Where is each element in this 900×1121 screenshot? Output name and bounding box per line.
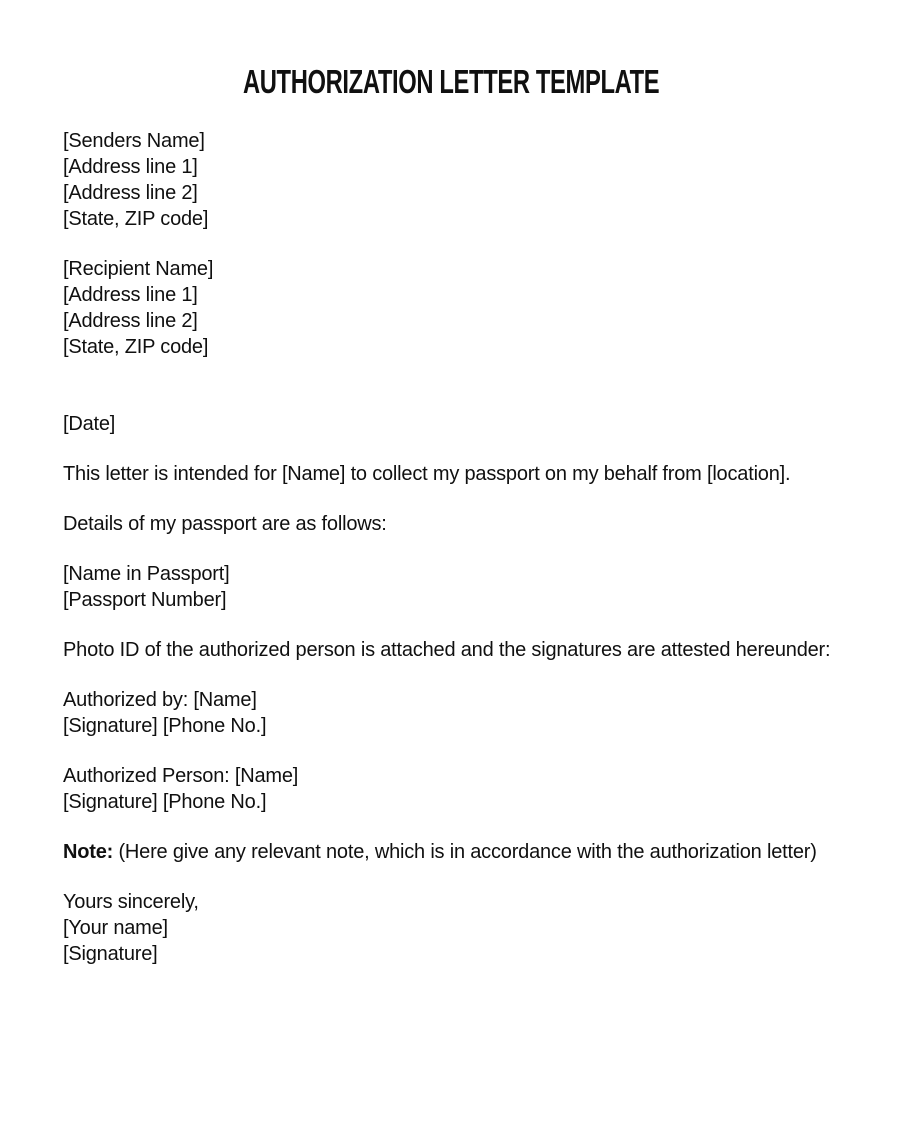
closing-signature-line: [Signature] [63,943,158,965]
date-block [63,411,840,437]
note-text: (Here give any relevant note, which is in accordance with the authorization letter) [113,841,817,863]
closing-name-line: [Your name] [63,917,168,939]
note-paragraph [63,839,840,865]
date-line: [Date] [63,413,116,435]
recipient-state-zip-line: [State, ZIP code] [63,336,209,358]
document-title [63,64,840,100]
sender-state-zip-line: [State, ZIP code] [63,208,209,230]
authorized-person-block [63,763,840,815]
intent-paragraph [63,461,840,487]
passport-name-line: [Name in Passport] [63,563,230,585]
recipient-name-line: [Recipient Name] [63,258,214,280]
authorized-person-line: Authorized Person: [Name] [63,765,299,787]
intent-line: This letter is intended for [Name] to collect my passport on my behalf from [location]. [63,463,791,485]
document-title-text: AUTHORIZATION LETTER TEMPLATE [243,63,660,100]
details-intro-paragraph [63,511,840,537]
letter-page [0,64,900,1121]
authorized-by-block [63,687,840,739]
passport-number-line: [Passport Number] [63,589,227,611]
sender-name-line: [Senders Name] [63,130,205,152]
passport-details-block [63,561,840,613]
recipient-address-line-2: [Address line 2] [63,310,198,332]
recipient-address-line-1: [Address line 1] [63,284,198,306]
sender-address-line-1: [Address line 1] [63,156,198,178]
sender-address-block [63,128,840,232]
photo-id-paragraph [63,637,840,663]
note-line [63,839,840,865]
closing-block [63,889,840,967]
recipient-address-block [63,256,840,360]
details-intro-line: Details of my passport are as follows: [63,513,387,535]
closing-salutation-line: Yours sincerely, [63,891,199,913]
authorized-by-signature-line: [Signature] [Phone No.] [63,715,267,737]
authorized-by-line: Authorized by: [Name] [63,689,257,711]
photo-id-line: Photo ID of the authorized person is attached and the signatures are attested hereunder: [63,639,831,661]
sender-address-line-2: [Address line 2] [63,182,198,204]
authorized-person-signature-line: [Signature] [Phone No.] [63,791,267,813]
note-label: Note: [63,841,114,863]
